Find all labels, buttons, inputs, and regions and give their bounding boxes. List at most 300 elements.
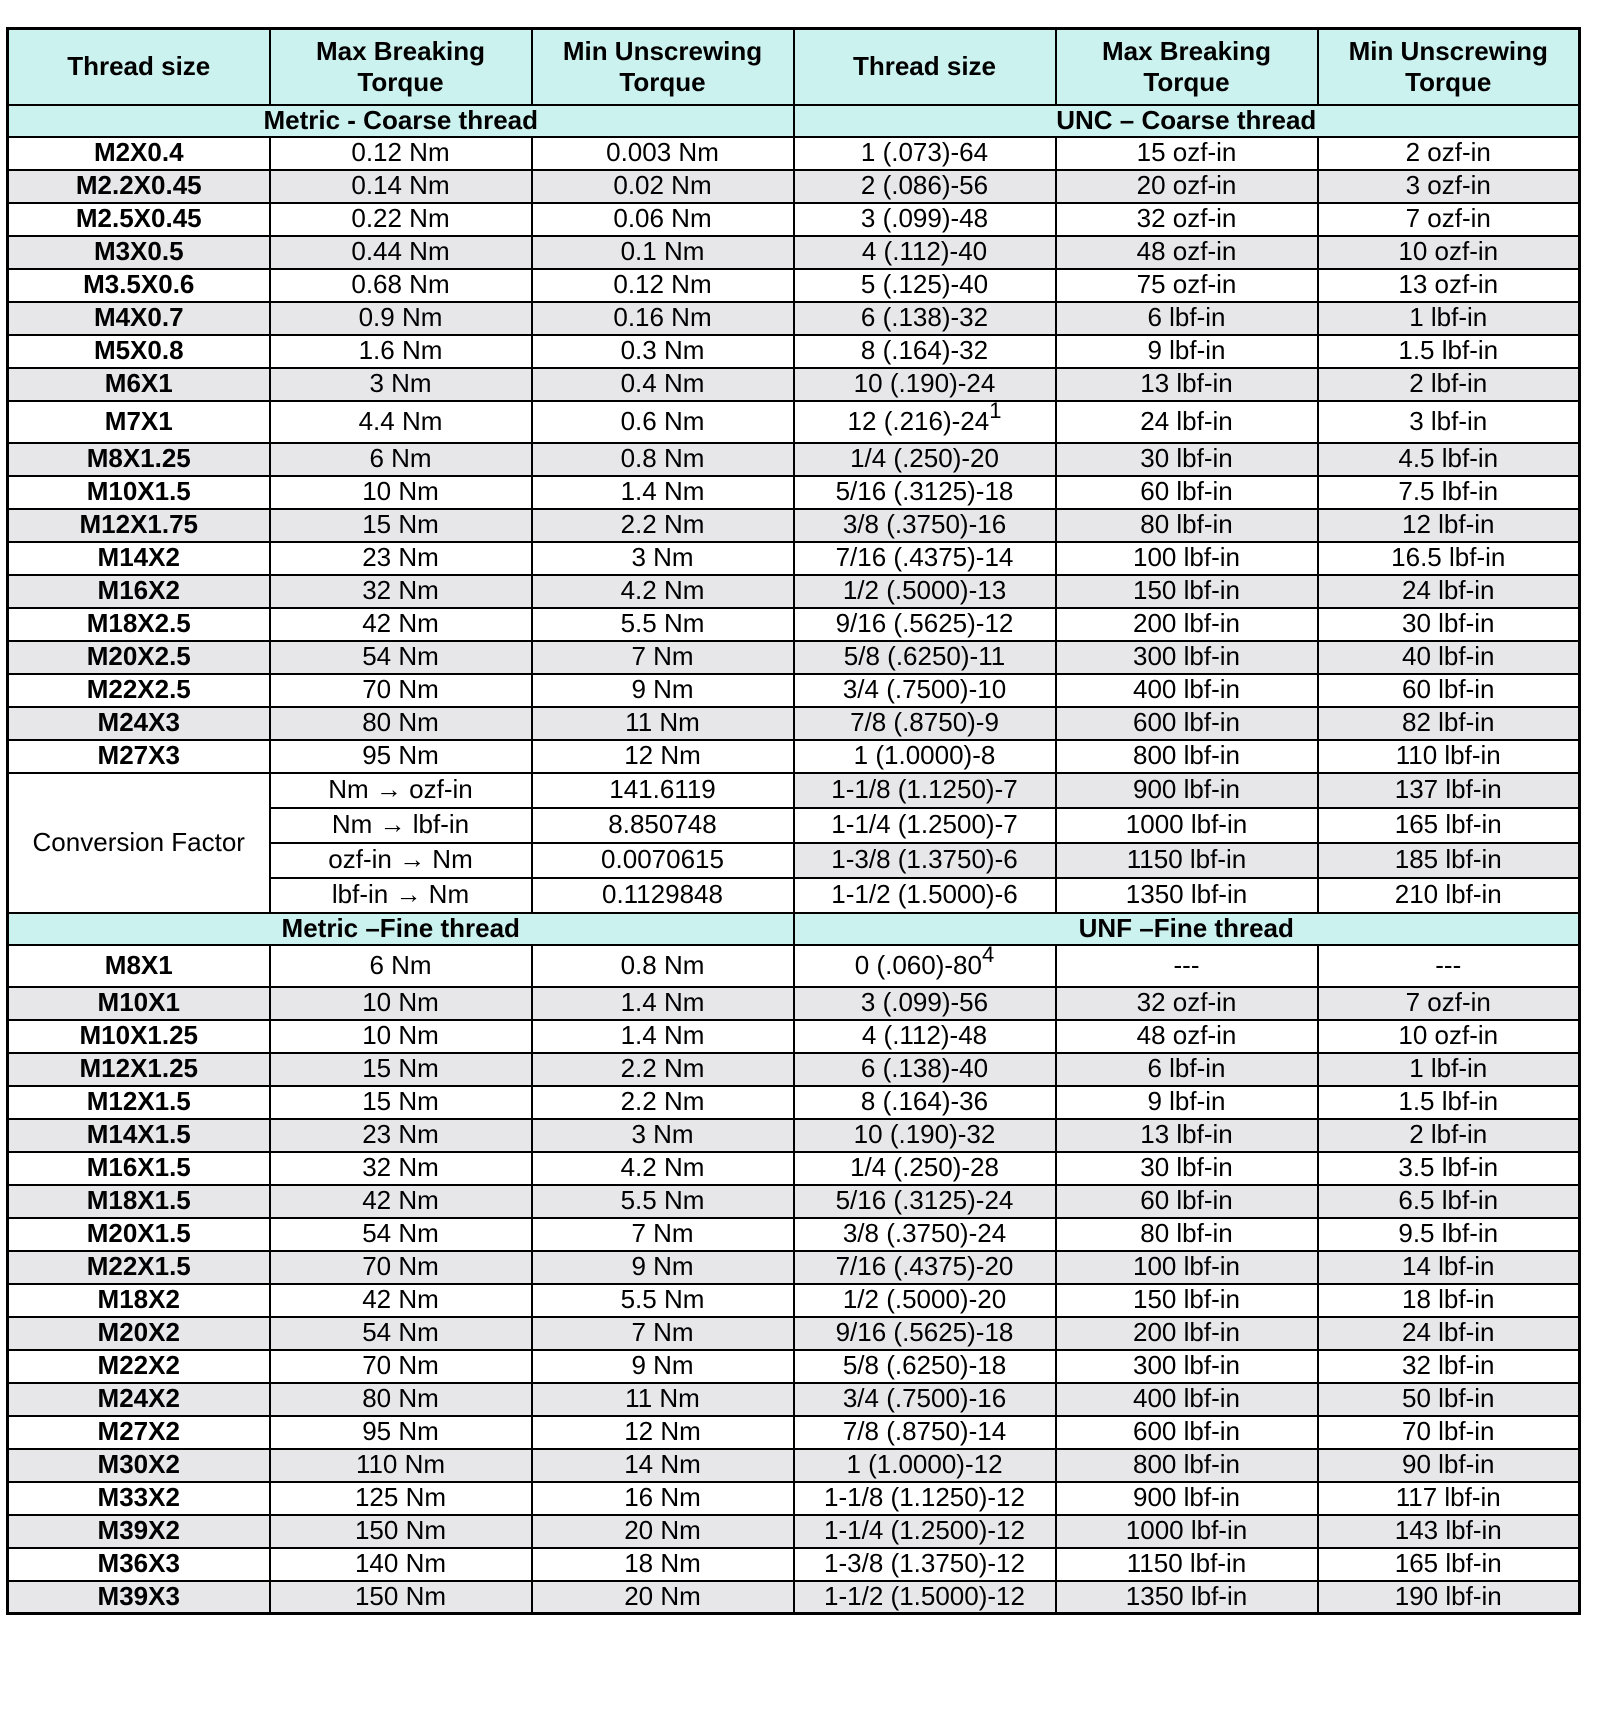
imperial-thread-size-cell-text: 9/16 (.5625)-12 — [835, 608, 1014, 639]
imperial-max-breaking-torque-cell-text: 15 ozf-in — [1136, 137, 1237, 168]
imperial-min-unscrewing-torque-cell — [1318, 1515, 1580, 1548]
imperial-max-breaking-torque-cell — [1056, 1185, 1318, 1218]
imperial-min-unscrewing-torque-cell-text: 2 lbf-in — [1409, 368, 1488, 399]
imperial-thread-size-cell-text: 7/16 (.4375)-20 — [835, 1251, 1014, 1282]
imperial-max-breaking-torque-cell — [1056, 773, 1318, 808]
metric-min-unscrewing-torque-cell — [532, 368, 794, 401]
header-max-breaking-torque: Max Breaking Torque — [270, 29, 532, 105]
imperial-thread-size-cell-text: 1-1/4 (1.2500)-12 — [824, 1515, 1025, 1546]
table-row — [8, 335, 1580, 368]
imperial-max-breaking-torque-cell — [1056, 1218, 1318, 1251]
imperial-thread-size-cell — [794, 368, 1056, 401]
metric-thread-size-cell — [8, 740, 270, 773]
header-thread-size: Thread size — [8, 29, 270, 105]
imperial-max-breaking-torque-cell — [1056, 1350, 1318, 1383]
metric-max-breaking-torque-cell — [270, 707, 532, 740]
metric-min-unscrewing-torque-cell-text: 11 Nm — [625, 707, 700, 738]
metric-max-breaking-torque-cell — [270, 443, 532, 476]
imperial-min-unscrewing-torque-cell-text: 12 lbf-in — [1402, 509, 1495, 540]
header-min-unscrewing-torque: Min Unscrewing Torque — [532, 29, 794, 105]
imperial-thread-size-cell-text: 5/16 (.3125)-24 — [835, 1185, 1014, 1216]
metric-max-breaking-torque-cell-text: 15 Nm — [362, 1086, 439, 1117]
imperial-thread-size-cell-text: 7/16 (.4375)-14 — [835, 542, 1014, 573]
imperial-min-unscrewing-torque-cell-text: 24 lbf-in — [1402, 1317, 1495, 1348]
imperial-thread-size-cell-text: 1-1/2 (1.5000)-12 — [824, 1581, 1025, 1612]
imperial-max-breaking-torque-cell-text: 150 lbf-in — [1133, 1284, 1240, 1315]
metric-max-breaking-torque-cell-text: 6 Nm — [369, 949, 432, 980]
imperial-thread-size-cell — [794, 236, 1056, 269]
table-row — [8, 1152, 1580, 1185]
metric-thread-size-cell — [8, 1251, 270, 1284]
imperial-max-breaking-torque-cell — [1056, 1053, 1318, 1086]
table-row — [8, 269, 1580, 302]
imperial-thread-size-cell — [794, 1482, 1056, 1515]
metric-min-unscrewing-torque-cell — [532, 1185, 794, 1218]
imperial-min-unscrewing-torque-cell-text: 32 lbf-in — [1402, 1350, 1495, 1381]
imperial-thread-size-cell-text: 3/8 (.3750)-16 — [842, 509, 1007, 540]
metric-min-unscrewing-torque-cell-text: 2.2 Nm — [620, 509, 705, 540]
metric-min-unscrewing-torque-cell — [532, 302, 794, 335]
metric-thread-size-cell — [8, 203, 270, 236]
metric-thread-size-cell-text: M2.5X0.45 — [75, 203, 202, 234]
metric-max-breaking-torque-cell — [270, 1383, 532, 1416]
imperial-max-breaking-torque-cell-text: 80 lbf-in — [1140, 1218, 1233, 1249]
imperial-min-unscrewing-torque-cell-text: 137 lbf-in — [1394, 774, 1502, 805]
imperial-min-unscrewing-torque-cell — [1318, 203, 1580, 236]
conversion-unit-cell — [270, 878, 532, 913]
metric-min-unscrewing-torque-cell-text: 7 Nm — [631, 641, 694, 672]
imperial-thread-size-cell-text: 1 (1.0000)-12 — [846, 1449, 1003, 1480]
metric-min-unscrewing-torque-cell — [532, 740, 794, 773]
table-row — [8, 1053, 1580, 1086]
imperial-thread-size-cell-text: 6 (.138)-40 — [860, 1053, 989, 1084]
metric-min-unscrewing-torque-cell — [532, 1053, 794, 1086]
imperial-thread-size-cell — [794, 1581, 1056, 1614]
metric-min-unscrewing-torque-cell-text: 4.2 Nm — [620, 1152, 705, 1183]
conversion-value-cell — [532, 773, 794, 808]
metric-thread-size-cell — [8, 1515, 270, 1548]
metric-max-breaking-torque-cell-text: 0.68 Nm — [351, 269, 450, 300]
imperial-min-unscrewing-torque-cell — [1318, 1449, 1580, 1482]
imperial-min-unscrewing-torque-cell-text: 30 lbf-in — [1402, 608, 1495, 639]
metric-min-unscrewing-torque-cell-text: 18 Nm — [624, 1548, 701, 1579]
metric-max-breaking-torque-cell-text: 0.44 Nm — [351, 236, 450, 267]
metric-thread-size-cell-text: M20X1.5 — [86, 1218, 191, 1249]
imperial-max-breaking-torque-cell — [1056, 1020, 1318, 1053]
metric-max-breaking-torque-cell — [270, 1152, 532, 1185]
imperial-min-unscrewing-torque-cell-text: 143 lbf-in — [1394, 1515, 1502, 1546]
imperial-min-unscrewing-torque-cell — [1318, 575, 1580, 608]
imperial-min-unscrewing-torque-cell-text: 2 lbf-in — [1409, 1119, 1488, 1150]
imperial-min-unscrewing-torque-cell — [1318, 773, 1580, 808]
metric-thread-size-cell-text: M14X1.5 — [86, 1119, 191, 1150]
metric-min-unscrewing-torque-cell-text: 2.2 Nm — [620, 1053, 705, 1084]
imperial-min-unscrewing-torque-cell — [1318, 137, 1580, 170]
metric-max-breaking-torque-cell — [270, 945, 532, 987]
imperial-thread-size-cell-text: 1-1/4 (1.2500)-7 — [831, 809, 1018, 840]
imperial-min-unscrewing-torque-cell — [1318, 335, 1580, 368]
imperial-thread-size-cell-text: 10 (.190)-24 — [853, 368, 996, 399]
metric-max-breaking-torque-cell-text: 70 Nm — [362, 1251, 439, 1282]
imperial-min-unscrewing-torque-cell — [1318, 987, 1580, 1020]
metric-thread-size-cell-text: M36X3 — [97, 1548, 180, 1579]
imperial-min-unscrewing-torque-cell-text: 9.5 lbf-in — [1398, 1218, 1499, 1249]
table-row — [8, 1515, 1580, 1548]
imperial-thread-size-cell — [794, 1449, 1056, 1482]
imperial-thread-size-cell — [794, 1020, 1056, 1053]
imperial-max-breaking-torque-cell — [1056, 1251, 1318, 1284]
imperial-max-breaking-torque-cell — [1056, 945, 1318, 987]
metric-min-unscrewing-torque-cell — [532, 1119, 794, 1152]
imperial-thread-size-cell — [794, 1317, 1056, 1350]
imperial-min-unscrewing-torque-cell — [1318, 443, 1580, 476]
imperial-min-unscrewing-torque-cell-text: 7.5 lbf-in — [1398, 476, 1499, 507]
metric-min-unscrewing-torque-cell — [532, 137, 794, 170]
metric-thread-size-cell — [8, 368, 270, 401]
metric-thread-size-cell-text: M10X1.25 — [79, 1020, 199, 1051]
metric-thread-size-cell — [8, 542, 270, 575]
metric-min-unscrewing-torque-cell — [532, 1416, 794, 1449]
metric-max-breaking-torque-cell — [270, 1119, 532, 1152]
metric-max-breaking-torque-cell-text: 0.14 Nm — [351, 170, 450, 201]
metric-thread-size-cell — [8, 945, 270, 987]
imperial-max-breaking-torque-cell — [1056, 740, 1318, 773]
table-row — [8, 1086, 1580, 1119]
imperial-min-unscrewing-torque-cell-text: --- — [1435, 949, 1462, 980]
header-min-unscrewing-torque: Min Unscrewing Torque — [1318, 29, 1580, 105]
metric-max-breaking-torque-cell-text: 80 Nm — [362, 707, 439, 738]
imperial-thread-size-cell-text: 1-3/8 (1.3750)-6 — [831, 844, 1018, 875]
metric-thread-size-cell — [8, 608, 270, 641]
imperial-min-unscrewing-torque-cell — [1318, 401, 1580, 443]
metric-max-breaking-torque-cell-text: 95 Nm — [362, 740, 439, 771]
imperial-thread-size-cell-text: 1-3/8 (1.3750)-12 — [824, 1548, 1025, 1579]
conversion-value-cell-text: 141.6119 — [609, 774, 716, 805]
metric-max-breaking-torque-cell — [270, 137, 532, 170]
metric-max-breaking-torque-cell-text: 10 Nm — [362, 476, 439, 507]
imperial-thread-size-cell — [794, 1548, 1056, 1581]
imperial-min-unscrewing-torque-cell-text: 190 lbf-in — [1394, 1581, 1502, 1612]
imperial-max-breaking-torque-cell-text: 1150 lbf-in — [1126, 844, 1247, 875]
metric-min-unscrewing-torque-cell-text: 0.06 Nm — [613, 203, 712, 234]
metric-thread-size-cell-text: M10X1.5 — [86, 476, 191, 507]
imperial-thread-size-cell-text: 1-1/8 (1.1250)-7 — [831, 774, 1018, 805]
imperial-thread-size-cell-text: 1/2 (.5000)-13 — [842, 575, 1007, 606]
imperial-min-unscrewing-torque-cell — [1318, 1185, 1580, 1218]
imperial-min-unscrewing-torque-cell-text: 7 ozf-in — [1405, 203, 1491, 234]
metric-min-unscrewing-torque-cell-text: 3 Nm — [631, 542, 694, 573]
imperial-thread-size-cell — [794, 575, 1056, 608]
imperial-min-unscrewing-torque-cell-text: 90 lbf-in — [1402, 1449, 1495, 1480]
table-row — [8, 476, 1580, 509]
conversion-unit-cell-text: Nm → ozf-in — [328, 774, 473, 805]
metric-max-breaking-torque-cell — [270, 368, 532, 401]
imperial-min-unscrewing-torque-cell — [1318, 1482, 1580, 1515]
imperial-max-breaking-torque-cell-text: 600 lbf-in — [1133, 707, 1240, 738]
metric-max-breaking-torque-cell-text: 32 Nm — [362, 1152, 439, 1183]
conversion-value-cell — [532, 878, 794, 913]
imperial-max-breaking-torque-cell — [1056, 878, 1318, 913]
metric-thread-size-cell-text: M2.2X0.45 — [75, 170, 202, 201]
imperial-max-breaking-torque-cell — [1056, 401, 1318, 443]
imperial-thread-size-cell — [794, 843, 1056, 878]
metric-max-breaking-torque-cell-text: 70 Nm — [362, 674, 439, 705]
imperial-thread-size-cell — [794, 641, 1056, 674]
imperial-thread-size-cell-text: 7/8 (.8750)-14 — [842, 1416, 1007, 1447]
metric-max-breaking-torque-cell — [270, 1218, 532, 1251]
metric-max-breaking-torque-cell-text: 125 Nm — [354, 1482, 447, 1513]
imperial-max-breaking-torque-cell — [1056, 641, 1318, 674]
metric-max-breaking-torque-cell — [270, 401, 532, 443]
metric-max-breaking-torque-cell-text: 23 Nm — [362, 542, 439, 573]
metric-thread-size-cell-text: M18X2 — [97, 1284, 180, 1315]
imperial-max-breaking-torque-cell — [1056, 608, 1318, 641]
metric-thread-size-cell-text: M27X2 — [97, 1416, 180, 1447]
conversion-unit-cell — [270, 843, 532, 878]
metric-max-breaking-torque-cell — [270, 1581, 532, 1614]
conversion-value-cell — [532, 843, 794, 878]
metric-max-breaking-torque-cell — [270, 674, 532, 707]
imperial-thread-size-cell — [794, 1416, 1056, 1449]
imperial-thread-size-cell — [794, 170, 1056, 203]
imperial-thread-size-cell — [794, 740, 1056, 773]
metric-max-breaking-torque-cell-text: 42 Nm — [362, 1284, 439, 1315]
imperial-thread-size-cell-text: 4 (.112)-40 — [861, 236, 988, 267]
imperial-max-breaking-torque-cell-text: 24 lbf-in — [1140, 405, 1233, 436]
metric-thread-size-cell — [8, 1317, 270, 1350]
metric-min-unscrewing-torque-cell — [532, 401, 794, 443]
metric-min-unscrewing-torque-cell-text: 20 Nm — [624, 1515, 701, 1546]
metric-min-unscrewing-torque-cell-text: 0.8 Nm — [620, 443, 705, 474]
table-row — [8, 575, 1580, 608]
imperial-max-breaking-torque-cell-text: 1150 lbf-in — [1126, 1548, 1247, 1579]
metric-max-breaking-torque-cell-text: 15 Nm — [362, 1053, 439, 1084]
metric-max-breaking-torque-cell-text: 32 Nm — [362, 575, 439, 606]
imperial-max-breaking-torque-cell-text: 900 lbf-in — [1133, 774, 1240, 805]
imperial-thread-size-cell — [794, 302, 1056, 335]
table-row — [8, 137, 1580, 170]
metric-min-unscrewing-torque-cell-text: 0.16 Nm — [613, 302, 712, 333]
imperial-min-unscrewing-torque-cell — [1318, 740, 1580, 773]
conversion-row — [8, 773, 1580, 808]
imperial-thread-size-cell — [794, 476, 1056, 509]
table-row — [8, 1284, 1580, 1317]
imperial-max-breaking-torque-cell — [1056, 1548, 1318, 1581]
imperial-thread-size-cell — [794, 1086, 1056, 1119]
imperial-min-unscrewing-torque-cell — [1318, 945, 1580, 987]
imperial-thread-size-cell — [794, 1185, 1056, 1218]
imperial-min-unscrewing-torque-cell — [1318, 542, 1580, 575]
metric-min-unscrewing-torque-cell-text: 0.12 Nm — [613, 269, 712, 300]
imperial-min-unscrewing-torque-cell-text: 1 lbf-in — [1409, 1053, 1488, 1084]
imperial-thread-size-cell-text: 5/8 (.6250)-11 — [843, 641, 1006, 672]
imperial-thread-size-cell — [794, 1053, 1056, 1086]
metric-min-unscrewing-torque-cell — [532, 1251, 794, 1284]
imperial-max-breaking-torque-cell — [1056, 368, 1318, 401]
metric-max-breaking-torque-cell — [270, 641, 532, 674]
table-row — [8, 1482, 1580, 1515]
imperial-min-unscrewing-torque-cell — [1318, 674, 1580, 707]
imperial-max-breaking-torque-cell-text: 600 lbf-in — [1133, 1416, 1240, 1447]
table-row — [8, 987, 1580, 1020]
metric-min-unscrewing-torque-cell — [532, 987, 794, 1020]
metric-thread-size-cell-text: M6X1 — [104, 368, 173, 399]
imperial-thread-size-cell — [794, 773, 1056, 808]
metric-min-unscrewing-torque-cell — [532, 1581, 794, 1614]
metric-thread-size-cell — [8, 269, 270, 302]
metric-max-breaking-torque-cell — [270, 476, 532, 509]
metric-thread-size-cell — [8, 401, 270, 443]
imperial-min-unscrewing-torque-cell-text: 1 lbf-in — [1409, 302, 1488, 333]
metric-thread-size-cell-text: M16X2 — [97, 575, 180, 606]
imperial-max-breaking-torque-cell-text: 400 lbf-in — [1133, 674, 1240, 705]
metric-thread-size-cell — [8, 1020, 270, 1053]
imperial-thread-size-cell-text: 3/8 (.3750)-24 — [842, 1218, 1007, 1249]
table-row — [8, 1383, 1580, 1416]
imperial-min-unscrewing-torque-cell — [1318, 368, 1580, 401]
imperial-max-breaking-torque-cell — [1056, 987, 1318, 1020]
imperial-max-breaking-torque-cell — [1056, 1416, 1318, 1449]
imperial-max-breaking-torque-cell — [1056, 236, 1318, 269]
metric-thread-size-cell-text: M24X3 — [97, 707, 180, 738]
imperial-min-unscrewing-torque-cell-text: 10 ozf-in — [1398, 1020, 1499, 1051]
metric-max-breaking-torque-cell-text: 1.6 Nm — [358, 335, 443, 366]
metric-thread-size-cell — [8, 1218, 270, 1251]
metric-max-breaking-torque-cell — [270, 269, 532, 302]
imperial-thread-size-cell — [794, 1284, 1056, 1317]
conversion-value-cell-text: 8.850748 — [608, 809, 717, 840]
metric-thread-size-cell-text: M12X1.5 — [86, 1086, 191, 1117]
imperial-thread-size-cell — [794, 203, 1056, 236]
imperial-min-unscrewing-torque-cell — [1318, 1548, 1580, 1581]
table-row — [8, 1416, 1580, 1449]
metric-max-breaking-torque-cell-text: 3 Nm — [369, 368, 432, 399]
imperial-max-breaking-torque-cell-text: 75 ozf-in — [1136, 269, 1237, 300]
table-row — [8, 170, 1580, 203]
imperial-min-unscrewing-torque-cell — [1318, 1053, 1580, 1086]
table-row — [8, 674, 1580, 707]
imperial-thread-size-cell-text: 0 (.060)-80 — [854, 949, 982, 980]
table-row — [8, 1548, 1580, 1581]
metric-min-unscrewing-torque-cell — [532, 608, 794, 641]
metric-min-unscrewing-torque-cell — [532, 1383, 794, 1416]
imperial-max-breaking-torque-cell — [1056, 1482, 1318, 1515]
imperial-thread-size-cell-text: 3 (.099)-56 — [860, 987, 989, 1018]
metric-max-breaking-torque-cell — [270, 1548, 532, 1581]
metric-min-unscrewing-torque-cell-text: 0.4 Nm — [620, 368, 705, 399]
imperial-thread-size-cell — [794, 987, 1056, 1020]
metric-min-unscrewing-torque-cell — [532, 1284, 794, 1317]
imperial-thread-size-cell-text: 5/16 (.3125)-18 — [835, 476, 1014, 507]
imperial-max-breaking-torque-cell — [1056, 1119, 1318, 1152]
imperial-min-unscrewing-torque-cell-text: 16.5 lbf-in — [1391, 542, 1506, 573]
imperial-max-breaking-torque-cell-text: 300 lbf-in — [1133, 1350, 1240, 1381]
metric-thread-size-cell-text: M12X1.25 — [79, 1053, 199, 1084]
metric-max-breaking-torque-cell-text: 4.4 Nm — [358, 405, 443, 436]
imperial-thread-size-cell-text: 1-1/8 (1.1250)-12 — [824, 1482, 1025, 1513]
metric-max-breaking-torque-cell-text: 23 Nm — [362, 1119, 439, 1150]
imperial-min-unscrewing-torque-cell — [1318, 878, 1580, 913]
metric-min-unscrewing-torque-cell-text: 1.4 Nm — [620, 476, 705, 507]
imperial-thread-size-cell-text: 1/4 (.250)-20 — [850, 443, 999, 474]
table-row — [8, 509, 1580, 542]
imperial-min-unscrewing-torque-cell-text: 110 lbf-in — [1395, 740, 1501, 771]
imperial-max-breaking-torque-cell — [1056, 1449, 1318, 1482]
metric-thread-size-cell — [8, 1449, 270, 1482]
imperial-max-breaking-torque-cell-text: 6 lbf-in — [1147, 302, 1226, 333]
metric-min-unscrewing-torque-cell — [532, 476, 794, 509]
metric-thread-size-cell — [8, 137, 270, 170]
imperial-thread-size-cell-text: 3 (.099)-48 — [860, 203, 989, 234]
imperial-min-unscrewing-torque-cell-text: 4.5 lbf-in — [1398, 443, 1499, 474]
metric-min-unscrewing-torque-cell — [532, 1449, 794, 1482]
metric-thread-size-cell-text: M16X1.5 — [86, 1152, 191, 1183]
imperial-max-breaking-torque-cell-text: 60 lbf-in — [1140, 1185, 1233, 1216]
metric-min-unscrewing-torque-cell — [532, 945, 794, 987]
metric-max-breaking-torque-cell — [270, 1284, 532, 1317]
metric-thread-size-cell-text: M7X1 — [104, 405, 173, 436]
table-row — [8, 203, 1580, 236]
metric-min-unscrewing-torque-cell-text: 12 Nm — [624, 1416, 701, 1447]
imperial-min-unscrewing-torque-cell-text: 117 lbf-in — [1395, 1482, 1501, 1513]
imperial-thread-size-cell-text: 10 (.190)-32 — [853, 1119, 996, 1150]
imperial-min-unscrewing-torque-cell-text: 3 ozf-in — [1405, 170, 1491, 201]
metric-min-unscrewing-torque-cell — [532, 1020, 794, 1053]
thread-torque-table — [6, 27, 1581, 1615]
metric-thread-size-cell-text: M3X0.5 — [93, 236, 184, 267]
imperial-min-unscrewing-torque-cell-text: 7 ozf-in — [1405, 987, 1491, 1018]
metric-thread-size-cell — [8, 476, 270, 509]
metric-max-breaking-torque-cell — [270, 740, 532, 773]
metric-max-breaking-torque-cell — [270, 1350, 532, 1383]
metric-max-breaking-torque-cell — [270, 542, 532, 575]
conversion-unit-cell — [270, 808, 532, 843]
metric-max-breaking-torque-cell — [270, 1416, 532, 1449]
imperial-max-breaking-torque-cell-text: 100 lbf-in — [1133, 542, 1240, 573]
imperial-max-breaking-torque-cell — [1056, 1581, 1318, 1614]
imperial-max-breaking-torque-cell — [1056, 1152, 1318, 1185]
imperial-thread-size-cell — [794, 542, 1056, 575]
metric-min-unscrewing-torque-cell — [532, 1548, 794, 1581]
imperial-min-unscrewing-torque-cell — [1318, 1383, 1580, 1416]
imperial-max-breaking-torque-cell-text: 30 lbf-in — [1140, 443, 1233, 474]
imperial-thread-size-cell — [794, 1218, 1056, 1251]
table-row — [8, 707, 1580, 740]
table-row — [8, 1185, 1580, 1218]
metric-thread-size-cell-text: M22X1.5 — [86, 1251, 191, 1282]
metric-max-breaking-torque-cell-text: 6 Nm — [369, 443, 432, 474]
metric-thread-size-cell-text: M8X1 — [104, 949, 173, 980]
metric-max-breaking-torque-cell-text: 54 Nm — [362, 1218, 439, 1249]
metric-thread-size-cell-text: M5X0.8 — [93, 335, 184, 366]
table-row — [8, 1119, 1580, 1152]
metric-min-unscrewing-torque-cell — [532, 1317, 794, 1350]
metric-thread-size-cell-text: M3.5X0.6 — [83, 269, 195, 300]
imperial-thread-size-cell — [794, 1251, 1056, 1284]
imperial-max-breaking-torque-cell — [1056, 137, 1318, 170]
imperial-min-unscrewing-torque-cell-text: 6.5 lbf-in — [1398, 1185, 1499, 1216]
metric-thread-size-cell-text: M18X1.5 — [86, 1185, 191, 1216]
imperial-min-unscrewing-torque-cell — [1318, 843, 1580, 878]
metric-thread-size-cell-text: M20X2.5 — [86, 641, 191, 672]
metric-max-breaking-torque-cell — [270, 1515, 532, 1548]
metric-thread-size-cell — [8, 1482, 270, 1515]
metric-max-breaking-torque-cell — [270, 509, 532, 542]
imperial-thread-size-cell — [794, 608, 1056, 641]
metric-min-unscrewing-torque-cell-text: 9 Nm — [631, 674, 694, 705]
metric-max-breaking-torque-cell-text: 54 Nm — [362, 641, 439, 672]
table-row — [8, 401, 1580, 443]
